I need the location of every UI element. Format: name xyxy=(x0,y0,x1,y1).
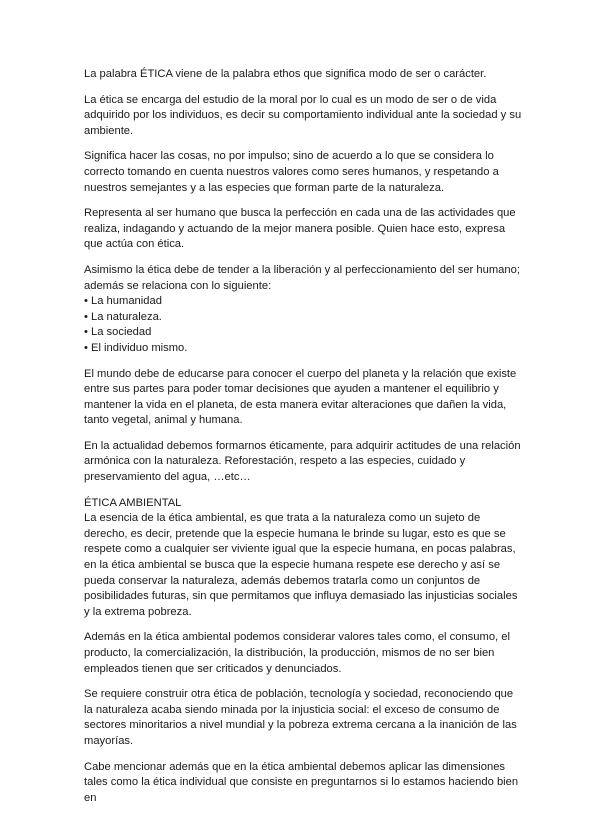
bullet-icon: • xyxy=(84,310,88,323)
paragraph-population: Se requiere construir otra ética de población, tecnología y sociedad, reconociendo que la naturaleza acaba siendo minada por la injusticia social: el exceso de consumo de sectores minoritarios a nivel mundial y la pobreza extrema cercana a la inanición de las mayorías. xyxy=(84,688,517,747)
section-heading: ÉTICA AMBIENTAL xyxy=(84,496,182,509)
bullet-icon: • xyxy=(84,341,88,354)
list-item: • El individuo mismo. xyxy=(84,341,524,357)
list-item: • La sociedad xyxy=(84,325,524,341)
document-body xyxy=(84,67,524,816)
list-item: • La humanidad xyxy=(84,294,524,310)
paragraph-dimensions: Cabe mencionar además que en la ética ambiental debemos aplicar las dimensiones tales como la ética individual que consiste en preguntarnos si lo estamos haciendo bien en xyxy=(84,760,519,804)
list-item: • La naturaleza. xyxy=(84,310,524,326)
relations-list xyxy=(84,294,524,356)
bullet-icon: • xyxy=(84,326,88,339)
paragraph-essence: La esencia de la ética ambiental, es que trata a la naturaleza como un sujeto de derecho, es decir, pretende que la especie humana le brinde su lugar, esto es que se respete como a cualquier ser viviente igual que la especie humana, en pocas palabras, en la ética ambiental se busca que la especie humana respete ese derecho y así se pueda conservar la naturaleza, además debemos tratarla como un conjuntos de posibilidades futuras, sin que permitamos que influya demasiado las injusticias sociales y la extrema pobreza. xyxy=(84,512,518,618)
paragraph-values: Además en la ética ambiental podemos considerar valores tales como, el consumo, el producto, la comercialización, la distribución, la producción, mismos de no ser bien empleados tienen que ser criticados y denunciados. xyxy=(84,631,510,675)
paragraph-intro: La palabra ÉTICA viene de la palabra ethos que significa modo de ser o carácter. xyxy=(84,68,487,80)
paragraph-today: En la actualidad debemos formarnos éticamente, para adquirir actitudes de una relación armónica con la naturaleza. Reforestación, respeto a las especies, cuidado y preservamiento del agua, …etc… xyxy=(84,439,521,484)
paragraph-perfection: Representa al ser humano que busca la perfección en cada una de las actividades que realiza, indagando y actuando de la mejor manera posible. Quien hace esto, expresa que actúa con ética. xyxy=(84,207,516,251)
bullet-icon: • xyxy=(84,295,88,308)
paragraph-world: El mundo debe de educarse para conocer el cuerpo del planeta y la relación que existe entre sus partes para poder tomar decisiones que ayuden a mantener el equilibrio y mantener la vida en el planeta, de esta manera evitar alteraciones que dañen la vida, tanto vegetal, animal y humana. xyxy=(84,367,517,427)
paragraph-meaning: Significa hacer las cosas, no por impulso; sino de acuerdo a lo que se considera lo correcto tomando en cuenta nuestros valores como seres humanos, y respetando a nuestros semejantes y a las especies que forman parte de la naturaleza. xyxy=(84,150,499,194)
paragraph-definition: La ética se encarga del estudio de la moral por lo cual es un modo de ser o de vida adquirido por los individuos, es decir su comportamiento individual ante la sociedad y su ambiente. xyxy=(84,93,522,137)
paragraph-liberation: Asimismo la ética debe de tender a la liberación y al perfeccionamiento del ser humano; además se relaciona con lo siguiente: xyxy=(84,263,520,292)
